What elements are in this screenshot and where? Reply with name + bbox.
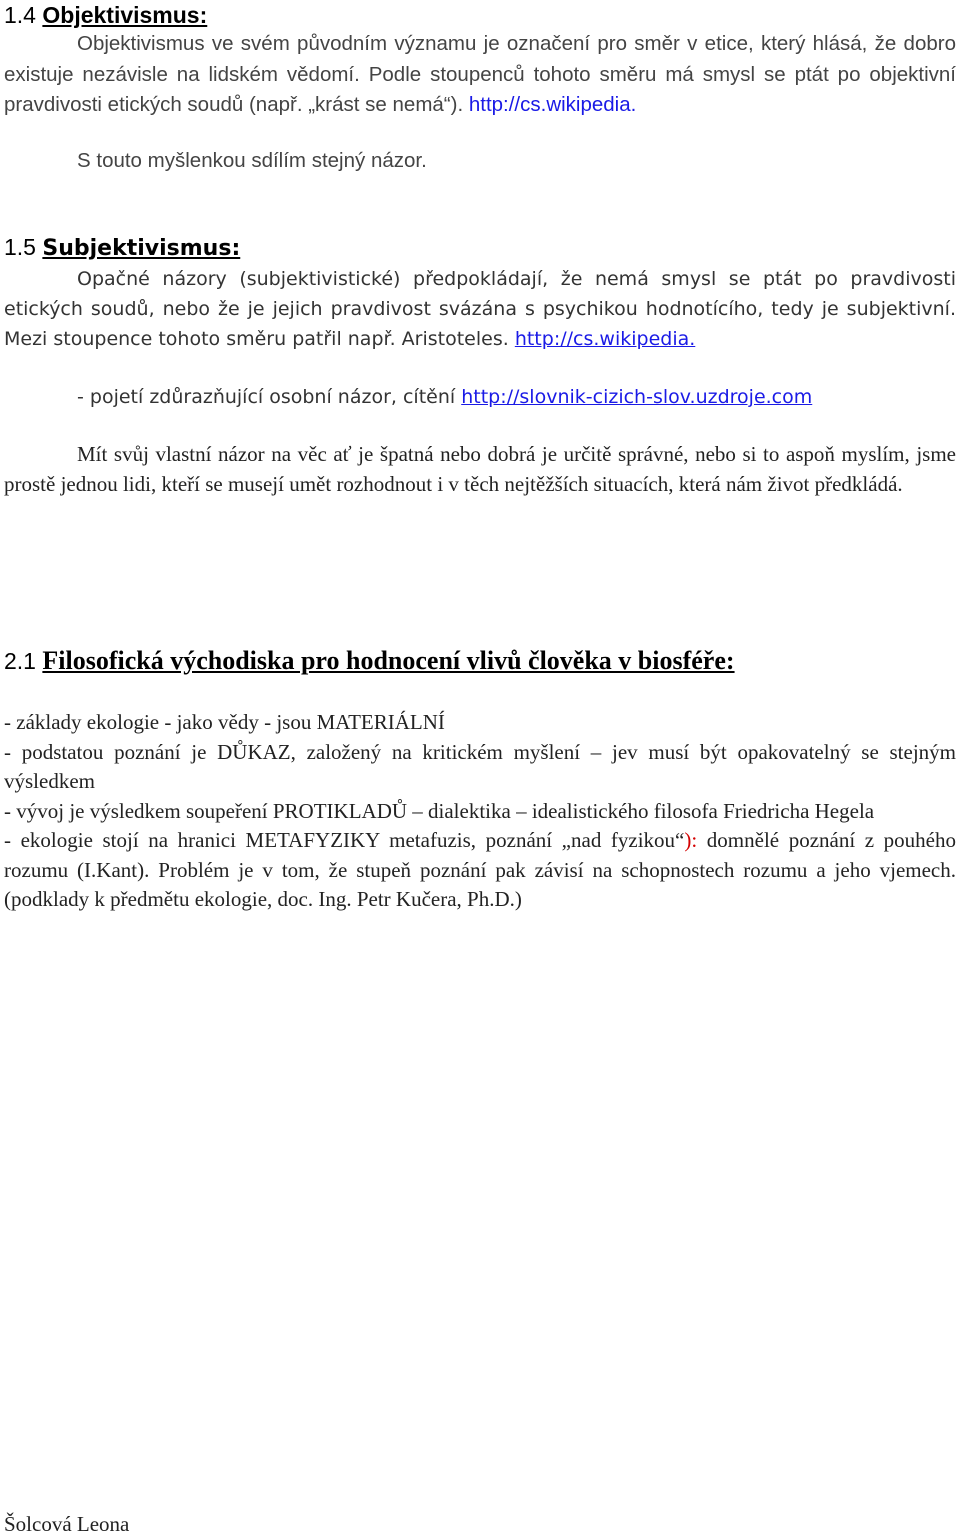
heading-objektivismus bbox=[4, 0, 207, 30]
wikipedia-link[interactable]: http://cs.wikipedia. bbox=[514, 328, 696, 350]
slovnik-link[interactable]: http://slovnik-cizich-slov.uzdroje.com bbox=[461, 386, 813, 408]
section-number: 2.1 bbox=[4, 648, 43, 674]
section-title: Filosofická východiska pro hodnocení vlivů člověka v biosféře: bbox=[42, 646, 735, 675]
bullet-list bbox=[4, 708, 956, 915]
heading-filosoficka-vychodiska bbox=[4, 644, 735, 678]
opinion-subjektivismus: Mít svůj vlastní názor na věc ať je špatná nebo dobrá je určitě správné, nebo si to aspoň myslím, jsme prostě jednou lidi, kteří se musejí umět rozhodnout i v těch nejtěžších situacích, která nám život předkládá. bbox=[4, 442, 956, 496]
paragraph-text: Objektivismus ve svém původním významu je označení pro směr v etice, který hlásá, že dobro existuje nezávisle na lidském vědomí. Podle stoupenců tohoto směru má smysl se ptát po objektivní pravdivosti etických soudů (např. „krást se nemá“). bbox=[4, 32, 956, 116]
section-title: Subjektivismus: bbox=[42, 236, 241, 261]
author-name: Šolcová Leona bbox=[4, 1512, 130, 1536]
section-title: Objektivismus: bbox=[42, 2, 208, 28]
paragraph-objektivismus bbox=[4, 29, 956, 121]
list-item-text: domnělé poznání z pouhého rozumu (I.Kant). Problém je v tom, že stupeň poznání pak závisí na schopnostech rozumu a jeho vjemech. (podklady k předmětu ekologie, doc. Ing. Petr Kučera, Ph.D.) bbox=[4, 828, 956, 911]
list-item: - podstatou poznání je DŮKAZ, založený na kritickém myšlení – jev musí být opakovatelný se stejným výsledkem bbox=[4, 739, 956, 793]
paragraph-text: Opačné názory (subjektivistické) předpokládají, že nemá smysl se ptát po pravdivosti etických soudů, nebo že je jejich pravdivost svázána s psychikou hodnotícího, tedy je subjektivní. Mezi stoupence tohoto směru patřil např. Aristoteles. bbox=[4, 268, 956, 350]
opinion-objektivismus: S touto myšlenkou sdílím stejný názor. bbox=[77, 149, 427, 172]
definition-line bbox=[77, 382, 956, 412]
paragraph-subjektivismus bbox=[4, 264, 956, 354]
section-number: 1.5 bbox=[4, 234, 43, 260]
list-item: - základy ekologie - jako vědy - jsou MATERIÁLNÍ bbox=[4, 710, 445, 734]
list-item bbox=[4, 826, 956, 915]
list-item-text: - ekologie stojí na hranici METAFYZIKY metafuzis, poznání „nad fyzikou“ bbox=[4, 828, 685, 852]
section-number: 1.4 bbox=[4, 2, 43, 28]
wikipedia-link[interactable]: http://cs.wikipedia. bbox=[468, 93, 637, 116]
definition-text: - pojetí zdůrazňující osobní názor, cítění bbox=[77, 386, 462, 408]
heading-subjektivismus bbox=[4, 232, 240, 264]
list-item: - vývoj je výsledkem soupeření PROTIKLADŮ – dialektika – idealistického filosofa Friedricha Hegela bbox=[4, 798, 875, 823]
red-punctuation: ): bbox=[684, 828, 698, 852]
